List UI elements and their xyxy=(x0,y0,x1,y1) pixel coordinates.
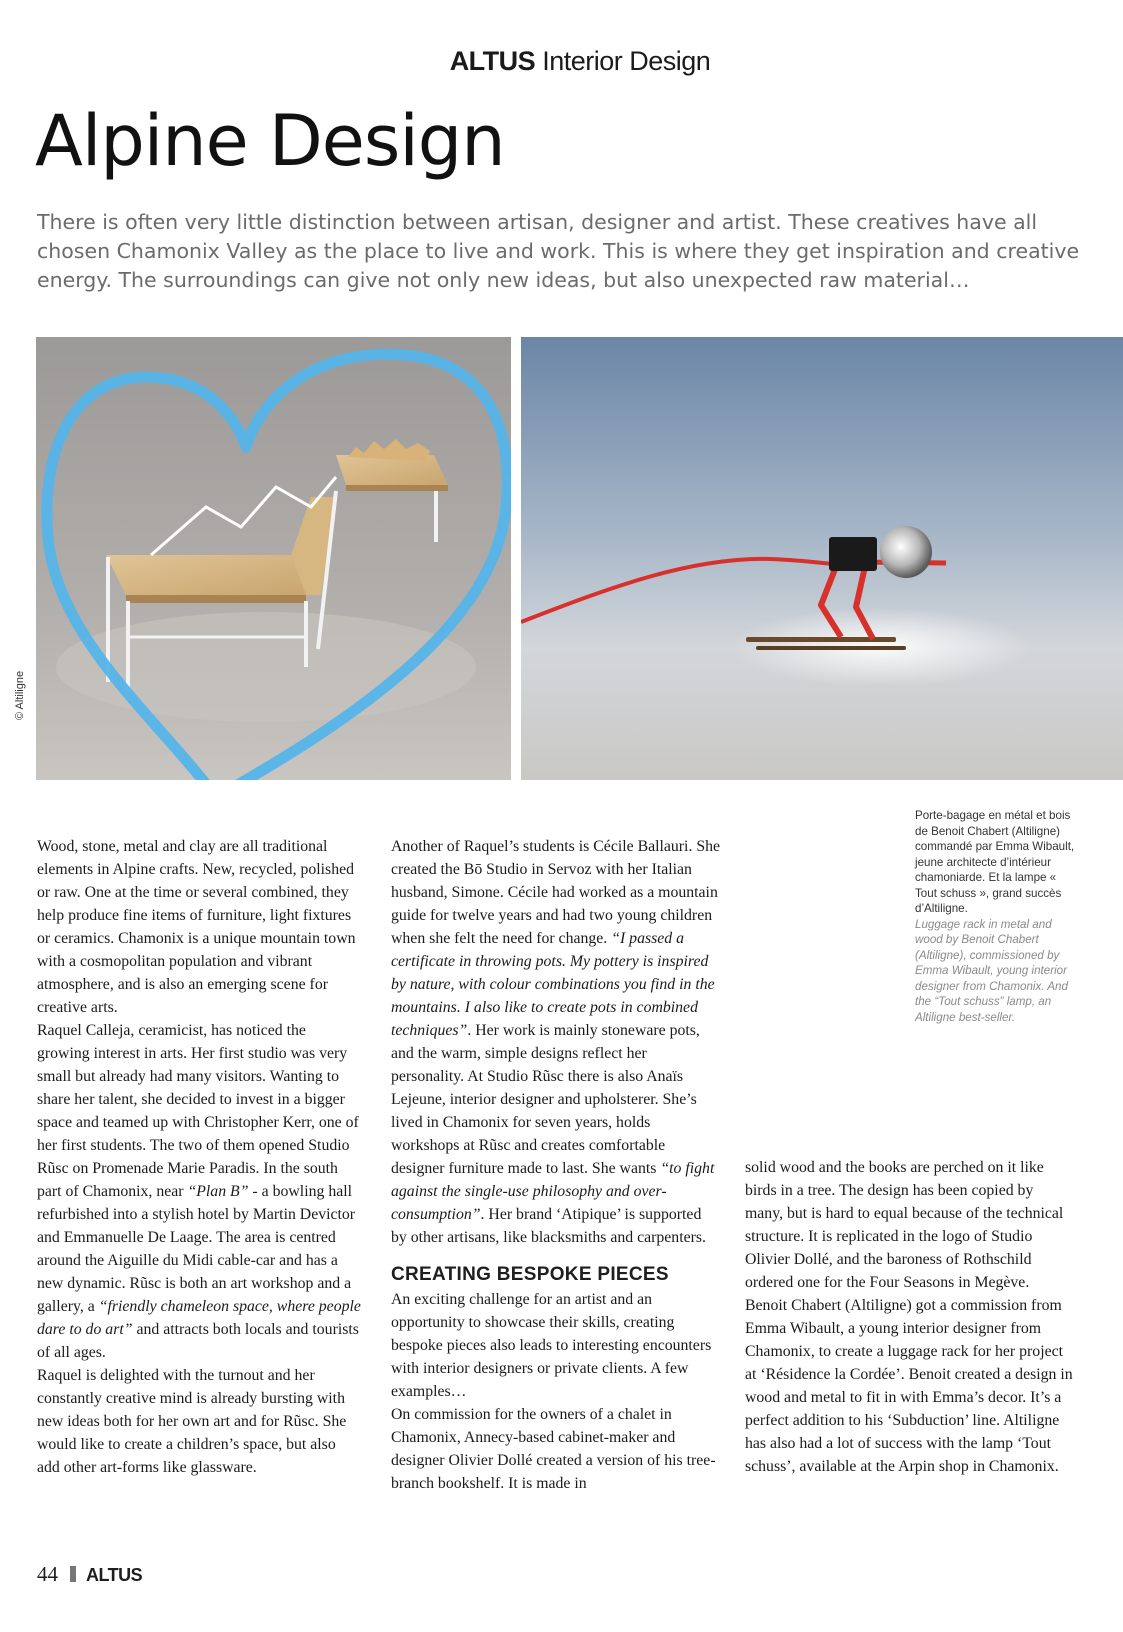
col2-paragraph-3: On commission for the owners of a chalet in Chamonix, Annecy-based cabinet-maker and designer Olivier Dollé created a version of his tree-branch bookshelf. It is made in xyxy=(391,1406,716,1492)
article-column-1 xyxy=(37,835,362,1479)
luggage-rack-photo xyxy=(36,337,511,780)
page-title: Alpine Design xyxy=(35,100,505,182)
caption-english: Luggage rack in metal and wood by Benoit Chabert (Altiligne), commissioned by Emma Wibault, young interior designer from Chamonix. And the “Tout schuss” lamp, an Altiligne best-seller. xyxy=(915,917,1068,1024)
section-subheading: CREATING BESPOKE PIECES xyxy=(391,1264,669,1285)
section-header xyxy=(0,46,1123,77)
lamp-photo xyxy=(521,337,1123,780)
footer-divider xyxy=(70,1566,76,1582)
article-column-3 xyxy=(745,1156,1075,1478)
col1-paragraph-2 xyxy=(37,1019,362,1364)
col1-p2-quote-chameleon: “friendly chameleon space, where people dare to do art” xyxy=(37,1298,361,1338)
article-column-2 xyxy=(391,835,721,1495)
col1-paragraph-3: Raquel is delighted with the turnout and her constantly creative mind is already bursting with new ideas both for her own art and for Rũsc. She would like to create a children’s space, but also add other art-forms like glassware. xyxy=(37,1367,347,1476)
header-section: Interior Design xyxy=(542,46,711,76)
intro-paragraph: There is often very little distinction between artisan, designer and artist. These creatives have all chosen Chamonix Valley as the place to live and work. This is where they get inspiration and creative energy. The surroundings can give not only new ideas, but also unexpected raw material… xyxy=(37,210,1080,292)
col2-p1-text-e: . Her brand ‘Atipique’ is supported by other artisans, like blacksmiths and carpenters. xyxy=(391,1206,706,1246)
col2-p1-quote-pottery: “I passed a certificate in throwing pots. My pottery is inspired by nature, with colour combinations you find in the mountains. I also like to create pots in combined techniques” xyxy=(391,930,715,1039)
col3-paragraph-2: Benoit Chabert (Altiligne) got a commission from Emma Wibault, a young interior designer from Chamonix, to create a luggage rack for her project at ‘Résidence la Cordée’. Benoit created a design in wood and metal to fit in with Emma’s decor. It’s a perfect addition to his ‘Subduction’ line. Altiligne has also had a lot of success with the lamp ‘Tout schuss’, available at the Arpin shop in Chamonix. xyxy=(745,1297,1073,1475)
col3-paragraph-1: solid wood and the books are perched on it like birds in a tree. The design has been copied by many, but is hard to equal because of the technical structure. It is replicated in the logo of Studio Olivier Dollé, and the baroness of Rothschild ordered one for the Four Seasons in Megève. xyxy=(745,1159,1064,1291)
photo-credit: © Altiligne xyxy=(14,670,26,720)
col1-p2-text-a: Raquel Calleja, ceramicist, has noticed the growing interest in arts. Her first studio was very small but already had many visitors. Wanting to share her talent, she decided to invest in a bigger space and teamed up with Christopher Kerr, one of her first students. The two of them opened Studio Rũsc on Promenade Marie Paradis. In the south part of Chamonix, near xyxy=(37,1022,359,1200)
col1-p2-text-c: - a bowling hall refurbished into a stylish hotel by Martin Devictor and Emmanuelle De Laage. The area is centred around the Aiguille du Midi cable-car and has a new dynamic. Rũsc is both an art workshop and a gallery, a xyxy=(37,1183,356,1315)
page-number: 44 xyxy=(37,1562,58,1586)
col2-paragraph-2: An exciting challenge for an artist and an opportunity to showcase their skills, creating bespoke pieces also leads to interesting encounters with interior designers or private clients. A few examples… xyxy=(391,1291,712,1400)
photo-caption xyxy=(915,808,1080,1025)
footer-brand: ALTUS xyxy=(86,1565,143,1585)
caption-french: Porte-bagage en métal et bois de Benoit Chabert (Altiligne) commandé par Emma Wibault, jeune architecte d’intérieur chamoniarde. Et la lampe « Tout schuss », grand succès d’Altiligne. xyxy=(915,809,1075,915)
col2-paragraph-1 xyxy=(391,835,721,1249)
col2-p1-text-c: . Her work is mainly stoneware pots, and the warm, simple designs reflect her personality. At Studio Rũsc there is also Anaïs Lejeune, interior designer and upholsterer. She’s lived in Chamonix for seven years, holds workshops at Rũsc and creates comfortable designer furniture made to last. She wants xyxy=(391,1022,700,1177)
col1-p2-text-e: and attracts both locals and tourists of all ages. xyxy=(37,1321,359,1361)
col2-p1-quote-single-use: “to fight against the single-use philosophy and over-consumption” xyxy=(391,1160,715,1223)
col2-p1-text-a: Another of Raquel’s students is Cécile Ballauri. She created the Bō Studio in Servoz with her Italian husband, Simone. Cécile had worked as a mountain guide for twelve years and had two young children when she felt the need for change. xyxy=(391,838,721,947)
header-brand: ALTUS xyxy=(449,46,536,76)
page-footer xyxy=(37,1562,142,1587)
col1-paragraph-1: Wood, stone, metal and clay are all traditional elements in Alpine crafts. New, recycled, polished or raw. One at the time or several combined, they help produce fine items of furniture, light fixtures or ceramics. Chamonix is a unique mountain town with a cosmopolitan population and vibrant atmosphere, and is also an emerging scene for creative arts. xyxy=(37,838,356,1016)
col1-p2-quote-plan-b: “Plan B” xyxy=(187,1183,249,1200)
